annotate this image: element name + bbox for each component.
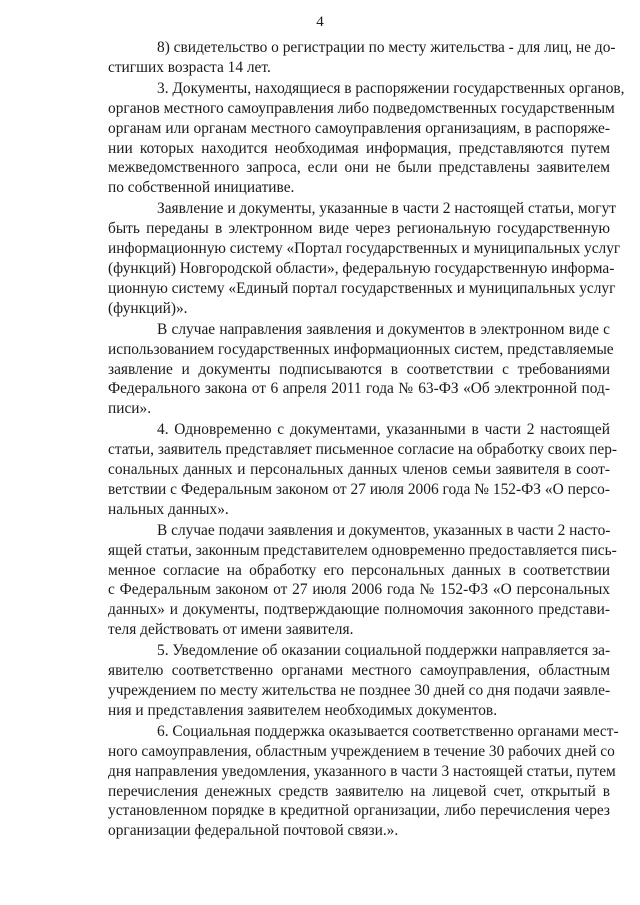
text-line: органов местного самоуправления либо подведомственных государственным xyxy=(108,99,615,117)
text-line: ного самоуправления, областным учреждением в течение 30 рабочих дней со xyxy=(108,742,615,760)
text-line: дня направления уведомления, указанного в части 3 настоящей статьи, путем xyxy=(108,762,616,780)
text-line: 5. Уведомление об оказании социальной поддержки направляется за- xyxy=(157,642,611,660)
text-line: явителю соответственно органами местного самоуправления, областным xyxy=(108,662,610,680)
text-line: стигших возраста 14 лет. xyxy=(108,58,271,76)
text-line: с Федеральным законом от 27 июля 2006 года № 152-ФЗ «О персональных xyxy=(108,581,610,599)
text-line: ционную систему «Единый портал государственных и муниципальных услуг xyxy=(108,279,616,297)
text-line: организации федеральной почтовой связи.». xyxy=(108,822,399,840)
text-line: ния и представления заявителем необходимых документов. xyxy=(108,701,498,719)
text-line: теля действовать от имени заявителя. xyxy=(108,621,354,639)
text-line: установленном порядке в кредитной организации, либо перечисления через xyxy=(108,802,610,820)
text-line: 4. Одновременно с документами, указанными в части 2 настоящей xyxy=(157,421,610,439)
paragraph-legal-representative xyxy=(108,521,617,640)
text-line: сональных данных и персональных данных членов семьи заявителя в соот- xyxy=(108,461,610,479)
paragraph-part-5 xyxy=(108,641,610,721)
paragraph-part-3 xyxy=(108,79,625,198)
text-line: 6. Социальная поддержка оказывается соответственно органами мест- xyxy=(157,722,619,740)
paragraph-part-6 xyxy=(108,722,619,841)
text-line: писи». xyxy=(108,400,152,418)
paragraph-item-8 xyxy=(108,38,616,78)
paragraph-electronic-submission xyxy=(108,199,621,318)
text-line: нальных данных». xyxy=(108,500,229,518)
text-line: нии которых находится необходимая информация, представляются путем xyxy=(108,139,610,157)
text-line: информационную систему «Портал государственных и муниципальных услуг xyxy=(108,240,621,258)
text-line: В случае направления заявления и документов в электронном виде с xyxy=(157,320,610,338)
paragraph-electronic-signature xyxy=(108,320,614,420)
text-line: данных» и документы, подтверждающие полномочия законного представи- xyxy=(108,601,610,619)
paragraph-part-4 xyxy=(108,420,618,520)
text-line: Федерального закона от 6 апреля 2011 года № 63-ФЗ «Об электронной под- xyxy=(108,380,610,398)
text-line: заявление и документы подписываются в соответствии с требованиями xyxy=(108,360,610,378)
text-line: Заявление и документы, указанные в части 2 настоящей статьи, могут xyxy=(157,200,617,218)
text-line: перечисления денежных средств заявителю на лицевой счет, открытый в xyxy=(108,782,610,800)
text-line: ящей статьи, законным представителем одновременно предоставляется пись- xyxy=(108,541,617,559)
text-line: менное согласие на обработку его персональных данных в соответствии xyxy=(108,561,610,579)
text-line: использованием государственных информационных систем, представляемые xyxy=(108,340,614,358)
text-line: по собственной инициативе. xyxy=(108,179,295,197)
text-line: быть переданы в электронном виде через региональную государственную xyxy=(108,220,610,238)
text-line: ветствии с Федеральным законом от 27 июля 2006 года № 152-ФЗ «О персо- xyxy=(108,480,610,498)
body-text xyxy=(108,38,625,841)
text-line: 8) свидетельство о регистрации по месту жительства - для лиц, не до- xyxy=(157,39,616,56)
text-line: органам или органам местного самоуправления организациям, в распоряже- xyxy=(108,119,610,137)
text-line: (функций)». xyxy=(108,299,188,317)
text-line: межведомственного запроса, если они не были представлены заявителем xyxy=(108,159,610,177)
text-line: 3. Документы, находящиеся в распоряжении государственных органов, xyxy=(157,79,625,97)
text-line: учреждением по месту жительства не позднее 30 дней со дня подачи заявле- xyxy=(108,682,611,699)
text-line: статьи, заявитель представляет письменное согласие на обработку своих пер- xyxy=(108,441,618,459)
text-line: (функций) Новгородской области», федеральную государственную информа- xyxy=(108,259,615,277)
page-number: 4 xyxy=(316,14,324,30)
text-line: В случае подачи заявления и документов, указанных в части 2 насто- xyxy=(157,521,611,539)
